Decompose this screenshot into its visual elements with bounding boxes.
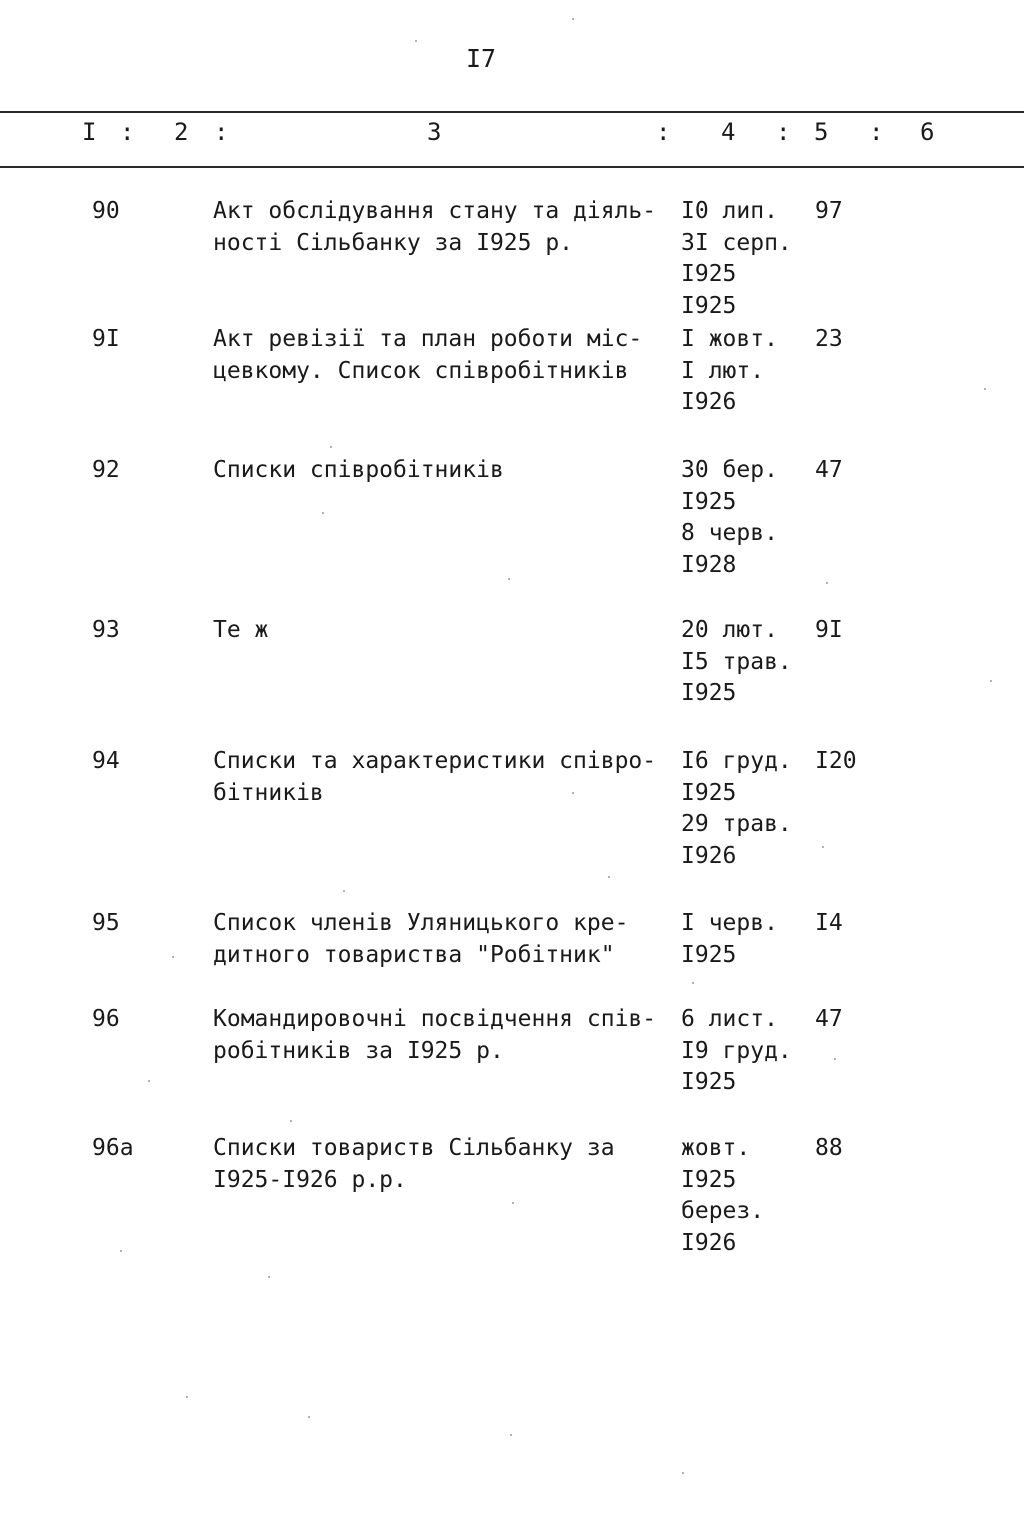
record-date-line: берез. [681,1198,765,1224]
scan-speck [268,1276,270,1278]
record-date-line: І925 [681,488,737,515]
scan-speck [172,956,174,958]
record-title-line: Списки та характеристики співро- [213,748,657,774]
record-dates [681,1004,792,1099]
record-date-line: І928 [681,551,737,578]
record-number: 96а [92,1135,134,1161]
record-date-line: 29 трав. [681,811,792,837]
scan-speck [692,982,694,984]
record-title-line: дитного товариства "Робітник" [213,941,615,968]
scan-speck [308,1416,310,1418]
record-date-line: І925 [681,261,737,287]
record-title [213,746,656,809]
record-title-line: бітників [213,779,324,806]
record-title [213,196,656,259]
record-date-line: І926 [681,1229,737,1256]
record-date-line: жовт. [681,1135,751,1161]
record-date-line: І5 трав. [681,648,792,675]
scan-speck [572,18,574,20]
record-date-line: І925 [681,941,737,968]
record-dates [681,324,778,419]
record-number: 94 [92,748,120,774]
record-date-line: І925 [681,292,737,319]
scan-speck [510,1434,512,1436]
scan-speck [834,1058,836,1060]
scan-speck [148,1080,150,1082]
record-dates [681,455,778,581]
record-date-line: І925 [681,1069,737,1095]
record-number: 90 [92,198,120,224]
record-dates [681,908,778,971]
record-title [213,455,504,487]
scan-speck [822,846,824,848]
column-separator: : [776,118,791,146]
scan-speck [572,792,574,794]
scan-speck [826,582,828,584]
column-header-1: I [82,118,97,146]
record-sheet-count: 88 [815,1135,843,1161]
record-title-line: Списки товариств Сільбанку за [213,1135,615,1161]
record-date-line: 6 лист. [681,1006,778,1032]
record-sheet-count: 47 [815,457,843,483]
header-top-rule [0,111,1024,113]
column-header-4: 4 [721,118,736,146]
record-date-line: І925 [681,680,737,706]
record-title [213,615,268,647]
column-separator: : [869,118,884,146]
record-number: 95 [92,910,120,936]
record-sheet-count: І4 [815,910,843,936]
record-date-line: І926 [681,389,737,415]
column-header-5: 5 [814,118,829,146]
record-dates [681,615,792,710]
record-title [213,1133,615,1196]
scan-speck [330,446,332,448]
scan-speck [343,890,345,892]
record-sheet-count: 23 [815,326,843,352]
record-sheet-count: 97 [815,198,843,224]
scan-speck [508,578,510,580]
record-number: 9І [92,326,120,352]
record-title-line: Командировочні посвідчення спів- [213,1006,657,1032]
record-title-line: Список членів Уляницького кре- [213,910,629,936]
header-bottom-rule [0,166,1024,168]
scan-speck [415,40,417,42]
record-title [213,1004,656,1067]
column-separator: : [656,118,671,146]
record-date-line: 20 лют. [681,617,778,643]
page-number: I7 [465,44,497,73]
record-title-line: Акт ревізії та план роботи міс- [213,326,643,352]
column-separator: : [120,118,135,146]
record-date-line: 3І серп. [681,229,792,256]
record-date-line: І926 [681,842,737,869]
scan-speck [682,1472,684,1474]
column-header-6: 6 [920,118,935,146]
record-date-line: І9 груд. [681,1037,792,1064]
scan-speck [512,1202,514,1204]
record-date-line: І0 лип. [681,198,778,224]
record-date-line: І925 [681,1166,737,1193]
record-title-line: робітників за І925 р. [213,1037,504,1064]
record-dates [681,1133,764,1259]
record-dates [681,746,792,872]
record-title-line: Акт обслідування стану та діяль- [213,198,657,224]
record-number: 96 [92,1006,120,1032]
record-title-line: Списки співробітників [213,457,504,483]
scan-speck [984,388,986,390]
scan-speck [608,876,610,878]
scan-speck [120,1250,122,1252]
record-title-line: цевкому. Список співробітників [213,357,629,384]
record-number: 92 [92,457,120,483]
scan-speck [186,1396,188,1398]
record-date-line: 8 черв. [681,520,778,546]
record-date-line: І лют. [681,357,765,384]
scan-speck [990,680,992,682]
record-date-line: І черв. [681,910,778,936]
record-title [213,324,642,387]
column-header-2: 2 [174,118,189,146]
record-date-line: 30 бер. [681,457,778,483]
record-sheet-count: І20 [815,748,857,774]
scan-speck [290,1120,292,1122]
record-title-line: ності Сільбанку за І925 р. [213,229,574,256]
record-dates [681,196,792,322]
column-header-3: 3 [427,118,442,146]
column-separator: : [214,118,229,146]
record-date-line: І6 груд. [681,748,792,774]
record-title-line: Те ж [213,617,269,643]
record-sheet-count: 9І [815,617,843,643]
record-date-line: І925 [681,779,737,806]
record-title-line: І925-І926 р.р. [213,1166,407,1193]
record-number: 93 [92,617,120,643]
record-date-line: І жовт. [681,326,778,352]
record-sheet-count: 47 [815,1006,843,1032]
record-title [213,908,628,971]
scan-speck [322,512,324,514]
